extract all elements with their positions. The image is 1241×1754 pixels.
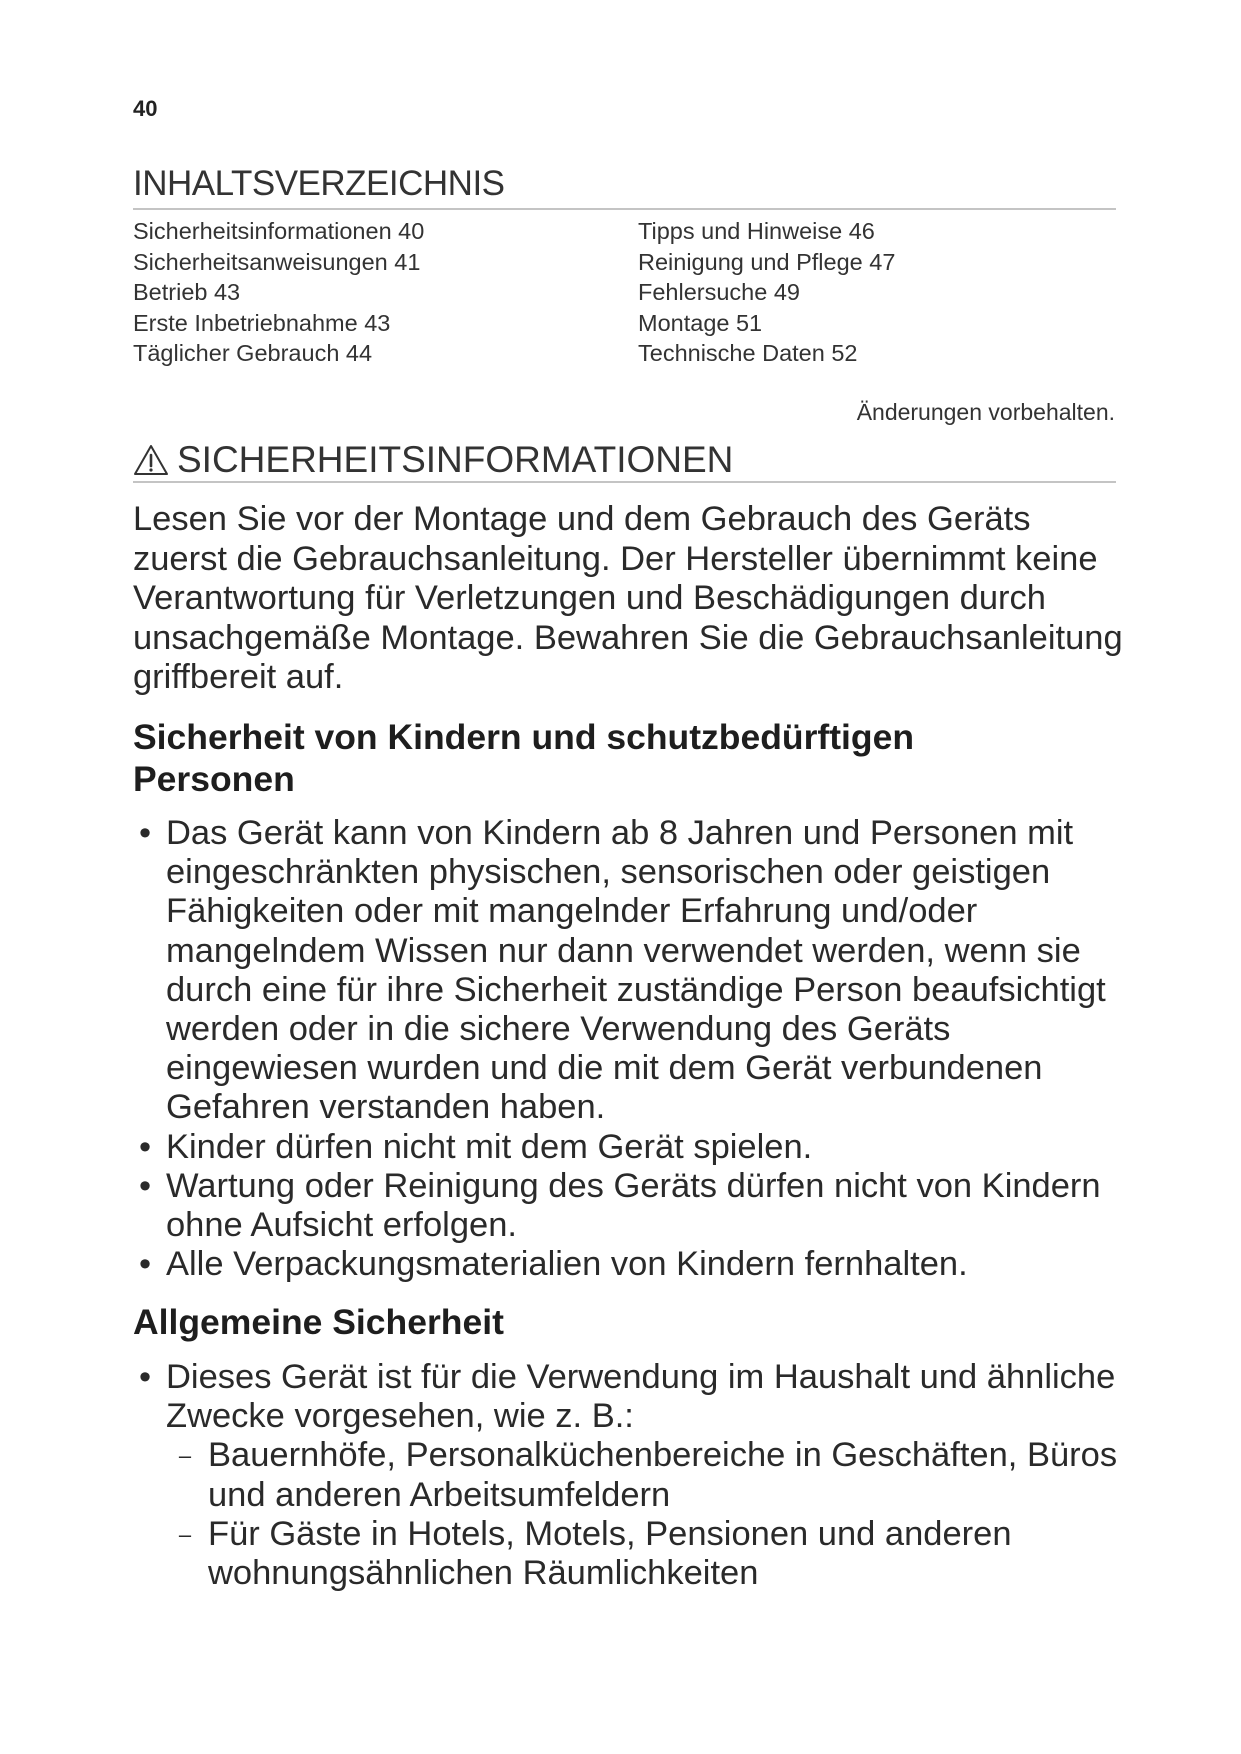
dash-icon: – [178, 1521, 192, 1547]
toc-entry[interactable]: Betrieb 43 [133, 279, 241, 305]
toc-right-column [638, 216, 895, 369]
list-item-text: Alle Verpackungsmaterialien von Kindern fernhalten. [166, 1245, 968, 1284]
list-item [133, 1167, 1123, 1245]
toc-divider [133, 208, 1116, 210]
toc-left-column [133, 216, 424, 369]
bullet-icon: • [138, 1127, 152, 1166]
list-item [133, 1128, 1123, 1167]
toc-entry[interactable]: Erste Inbetriebnahme 43 [133, 309, 391, 336]
list-item-text: Dieses Gerät ist für die Verwendung im Haushalt und ähnliche Zwecke vorgesehen, wie z. B.: [166, 1358, 1116, 1436]
general-sub-list [166, 1436, 1123, 1593]
changes-note: Änderungen vorbehalten. [856, 399, 1115, 425]
children-list [133, 814, 1123, 1284]
sub-list-item-text: Bauernhöfe, Personalküchenbereiche in Geschäften, Büros und anderen Arbeitsumfeldern [208, 1436, 1118, 1514]
list-item-text: Das Gerät kann von Kindern ab 8 Jahren und Personen mit eingeschränkten physischen, sensorischen oder geistigen Fähigkeiten oder mit mangelnder Erfahrung und/oder mangelndem Wissen nur dann verwendet werden, wenn sie durch eine für ihre Sicherheit zuständige Person beaufsichtigt werden oder in die sichere Verwendung des Geräts eingewiesen wurden und die mit dem Gerät verbundenen Gefahren verstanden haben. [166, 814, 1106, 1127]
list-item [133, 814, 1123, 1128]
list-item-text: Kinder dürfen nicht mit dem Gerät spielen. [166, 1127, 813, 1166]
toc-title: INHALTSVERZEICHNIS [133, 164, 505, 203]
safety-section-title [133, 439, 733, 481]
sub-list-item-text: Für Gäste in Hotels, Motels, Pensionen und anderen wohnungsähnlichen Räumlichkeiten [208, 1514, 1012, 1593]
bullet-icon: • [138, 814, 152, 852]
bullet-icon: • [138, 1358, 152, 1396]
sub-list-item [133, 1436, 1123, 1514]
bullet-icon: • [138, 1245, 152, 1284]
bullet-icon: • [138, 1166, 152, 1205]
toc-entry[interactable]: Täglicher Gebrauch 44 [133, 340, 373, 366]
children-heading: Sicherheit von Kindern und schutzbedürftigen Personen [133, 717, 915, 799]
toc-entry[interactable]: Sicherheitsinformationen 40 [133, 218, 425, 244]
general-heading: Allgemeine Sicherheit [133, 1302, 504, 1342]
dash-icon: – [178, 1443, 192, 1469]
toc-entry[interactable]: Sicherheitsanweisungen 41 [133, 248, 421, 275]
toc-entry[interactable]: Fehlersuche 49 [638, 279, 800, 305]
list-item [133, 1358, 1123, 1593]
toc-entry[interactable]: Montage 51 [638, 309, 763, 336]
toc-entry[interactable]: Tipps und Hinweise 46 [638, 218, 875, 244]
safety-divider [133, 481, 1116, 483]
warning-triangle-icon [133, 444, 169, 476]
safety-intro: Lesen Sie vor der Montage und dem Gebrauch des Geräts zuerst die Gebrauchsanleitung. Der Hersteller übernimmt keine Verantwortung für Verletzungen und Beschädigungen durch unsachgemäße Montage. Bewahren Sie die Gebrauchsanleitung griffbereit auf. [133, 500, 1123, 696]
toc-entry[interactable]: Reinigung und Pflege 47 [638, 248, 896, 275]
general-list [133, 1358, 1123, 1593]
list-item [133, 1245, 1123, 1284]
page-number: 40 [133, 96, 158, 121]
list-item-text: Wartung oder Reinigung des Geräts dürfen nicht von Kindern ohne Aufsicht erfolgen. [166, 1166, 1101, 1245]
sub-list-item [133, 1515, 1123, 1593]
toc-entry[interactable]: Technische Daten 52 [638, 340, 858, 366]
safety-title-text: SICHERHEITSINFORMATIONEN [177, 439, 734, 480]
